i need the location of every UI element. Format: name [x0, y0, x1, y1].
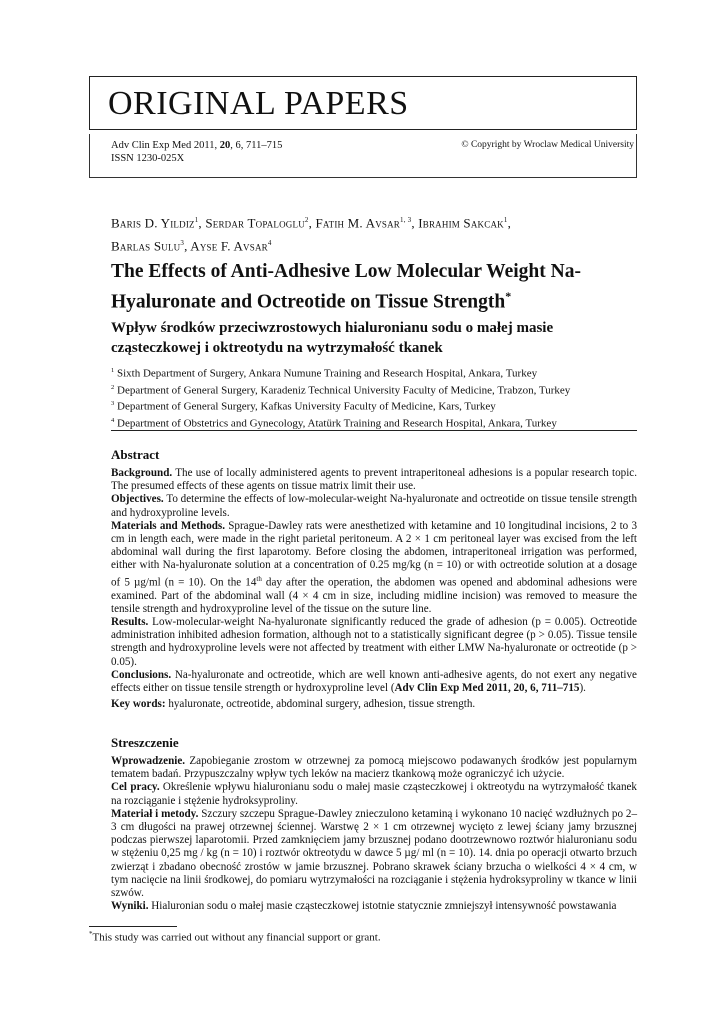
abstract-objectives: [111, 493, 637, 519]
author-affiliation-mark: 2: [304, 216, 309, 224]
title-footnote-marker: *: [505, 289, 512, 303]
affiliation-text: Department of General Surgery, Karadeniz Technical University Faculty of Medicine, Trabzon, Turkey: [117, 384, 571, 397]
streszczenie-wprowadzenie: [111, 755, 637, 781]
paragraph-text: Określenie wpływu hialuronianu sodu o małej masie cząsteczkowej i oktreotydu na wytrzymałość tkanek na rozciąganie i stężenie hydroksyproliny.: [111, 781, 637, 807]
author-affiliation-mark: 3: [180, 239, 185, 248]
abstract-body: [111, 467, 637, 695]
streszczenie-material: [111, 808, 637, 900]
streszczenie-body: [111, 755, 637, 913]
paragraph-text: day after the operation, the abdomen was opened and abdominal adhesions were examined. Part of the abdominal wall (4 × 4 cm in size, including midline incision) was removed to measure the tensile strength and hydroxyproline level of the tissue on the suture line.: [111, 576, 637, 615]
affiliation-text: Department of Obstetrics and Gynecology, Atatürk Training and Research Hospital, Ankara, Turkey: [117, 417, 557, 430]
paragraph-label: Conclusions.: [111, 668, 172, 681]
footnote: [89, 930, 381, 944]
paragraph-label: Wprowadzenie.: [111, 755, 186, 767]
citation-suffix: , 6, 711–715: [230, 140, 283, 151]
issn: ISSN 1230-025X: [111, 153, 185, 164]
author: Barlas Sulu: [111, 238, 181, 254]
paragraph-label: Materiał i metody.: [111, 807, 199, 820]
affiliation-text: Department of General Surgery, Kafkas University Faculty of Medicine, Kars, Turkey: [117, 400, 496, 413]
affiliation-number: 4: [111, 416, 115, 424]
citation-volume: 20: [219, 140, 231, 151]
affiliation: [111, 364, 631, 381]
paragraph-text: Szczury szczepu Sprague-Dawley znieczulono ketaminą i wykonano 10 nacięć wzdłużnych po 2–3 cm długości na prawej otrzewnej ściennej. Warstwę 2 × 1 cm otrzewnej wycięto z lewej ściany jamy brzusznej podczas pierwszej laparotomii. Przed zamknięciem jamy brzusznej podano dootrzewnowo roztwór hialuronianu sodu w stężeniu 0,25 mg / kg (n = 10) i roztwór oktreotydu w dawce 5 µg/ ml (n = 10). 14. dnia po operacji otwarto brzuch zwierząt i zbadano obecność zrostów w jamie brzusznej. Pobrano skrawek ściany brzucha o wielkości 4 × 4 cm, w tym nacięcie na linii środkowej, do pomiaru wytrzymałości na rozciąganie i stężenia hydroksyproliny w tkance w linii szwów.: [111, 807, 637, 900]
author-list: Baris D. Yildiz$^1$, Serdar Topaloglu$^2$, Fatih M. Avsar$^{1, 3}$, Ibrahim Sakcak$^1$, Barlas Sulu$^3$, Ayse F. Avsar$^4$: [111, 215, 512, 254]
title-text: The Effects of Anti-Adhesive Low Molecular Weight Na-Hyaluronate and Octreotide on Tissue Strength: [111, 261, 581, 313]
paragraph-text: Zapobieganie zrostom w otrzewnej za pomocą miejscowo podawanych środków jest popularnym tematem badań. Przypuszczalny wpływ tych leków na macierz tkankową może ograniczyć ich użycie.: [111, 755, 637, 781]
paragraph-label: Results.: [111, 615, 149, 628]
affiliation-number: 1: [111, 367, 115, 374]
keywords: [111, 698, 637, 711]
paragraph-text: Low-molecular-weight Na-hyaluronate significantly reduced the grade of adhesion (p = 0.005). Octreotide administration inhibited adhesion formation, although not to a statistically significant degree (p > 0.05). Tissue tensile strength and hydroxyproline levels were not affected by treatment with either LMW Na-hyaluronate or octreotide (p > 0.05).: [111, 615, 637, 668]
paragraph-label: Objectives.: [111, 493, 164, 506]
paragraph-label: Wyniki.: [111, 900, 149, 913]
keywords-label: Key words:: [111, 698, 166, 710]
ordinal-suffix: th: [256, 574, 262, 583]
citation: [111, 139, 282, 165]
paragraph-text: ).: [579, 681, 586, 694]
abstract-methods: [111, 520, 637, 616]
affiliation-number: 3: [111, 400, 115, 408]
streszczenie-wyniki: [111, 900, 637, 913]
paragraph-text: The use of locally administered agents to prevent intraperitoneal adhesions is a popular research topic. The presumed effects of these agents on tissue matrix limit their use.: [111, 467, 637, 493]
footnote-text: This study was carried out without any financial support or grant.: [92, 931, 381, 944]
streszczenie-cel: [111, 781, 637, 807]
citation-line: [111, 139, 282, 152]
affiliation-list: [111, 364, 631, 431]
author: Ayse F. Avsar: [190, 238, 268, 254]
footnote-marker: *: [89, 930, 93, 938]
author-affiliation-mark: 1: [503, 216, 508, 224]
author: Baris D. Yildiz: [111, 215, 195, 231]
abstract-results: [111, 616, 637, 669]
abstract-heading: Abstract: [111, 447, 160, 462]
paragraph-text: Hialuronian sodu o małej masie cząsteczkowej istotnie statycznie zmniejszył intensywność powstawania: [151, 900, 617, 913]
affiliation: [111, 381, 631, 398]
paper-title-english: [111, 260, 631, 315]
abstract-conclusions: [111, 669, 637, 695]
paragraph-label: Materials and Methods.: [111, 519, 226, 532]
footnote-divider: [89, 926, 177, 927]
copyright-notice: © Copyright by Wroclaw Medical University: [461, 140, 634, 150]
author: Ibrahim Sakcak: [418, 215, 504, 231]
paper-title-polish: Wpływ środków przeciwzrostowych hialuronianu sodu o małej masie cząsteczkowej i oktreotydu na wytrzymałość tkanek: [111, 320, 554, 356]
author: Fatih M. Avsar: [315, 215, 401, 231]
keywords-text: hyaluronate, octreotide, abdominal surgery, adhesion, tissue strength.: [168, 698, 476, 710]
paragraph-text: To determine the effects of low-molecular-weight Na-hyaluronate and octreotide on tissue tensile strength and hydroxyproline levels.: [111, 493, 637, 519]
citation-prefix: Adv Clin Exp Med 2011,: [111, 140, 220, 151]
affiliation: [111, 397, 631, 414]
paragraph-label: Cel pracy.: [111, 781, 160, 794]
abstract-background: [111, 467, 637, 493]
affiliation: [111, 414, 631, 431]
divider: [111, 430, 637, 431]
streszczenie-heading: Streszczenie: [111, 735, 179, 750]
author-affiliation-mark: 4: [267, 239, 272, 248]
author: Serdar Topaloglu: [205, 215, 305, 231]
author-affiliation-mark: 1, 3: [400, 216, 412, 224]
paragraph-text: Na-hyaluronate and octreotide, which are well known anti-adhesive agents, do not exert any negative effects either on tissue tensile strength or hydroxyproline level (: [111, 668, 637, 694]
section-title: ORIGINAL PAPERS: [108, 85, 409, 122]
affiliation-number: 2: [111, 383, 115, 391]
citation-reference: Adv Clin Exp Med 2011, 20, 6, 711–715: [394, 681, 580, 694]
affiliation-text: Sixth Department of Surgery, Ankara Numune Training and Research Hospital, Ankara, Turkey: [117, 367, 538, 380]
paragraph-text: Sprague-Dawley rats were anesthetized with ketamine and 10 longitudinal incisions, 2 to 3 cm in length each, were made in the right parietal peritoneum. A 2 × 1 cm peritoneal layer was excised from the left abdominal wall during the first laparotomy. Before closing the abdomen, intraperitoneal irrigation was performed, either with Na-hyaluronate solution at a concentration of 0.25 mg/kg (n = 10) or with octreotide solution at a dosage of 5 µg/ml (n = 10). On the 14: [111, 519, 638, 589]
paragraph-label: Background.: [111, 467, 173, 479]
author-affiliation-mark: 1: [194, 216, 199, 224]
